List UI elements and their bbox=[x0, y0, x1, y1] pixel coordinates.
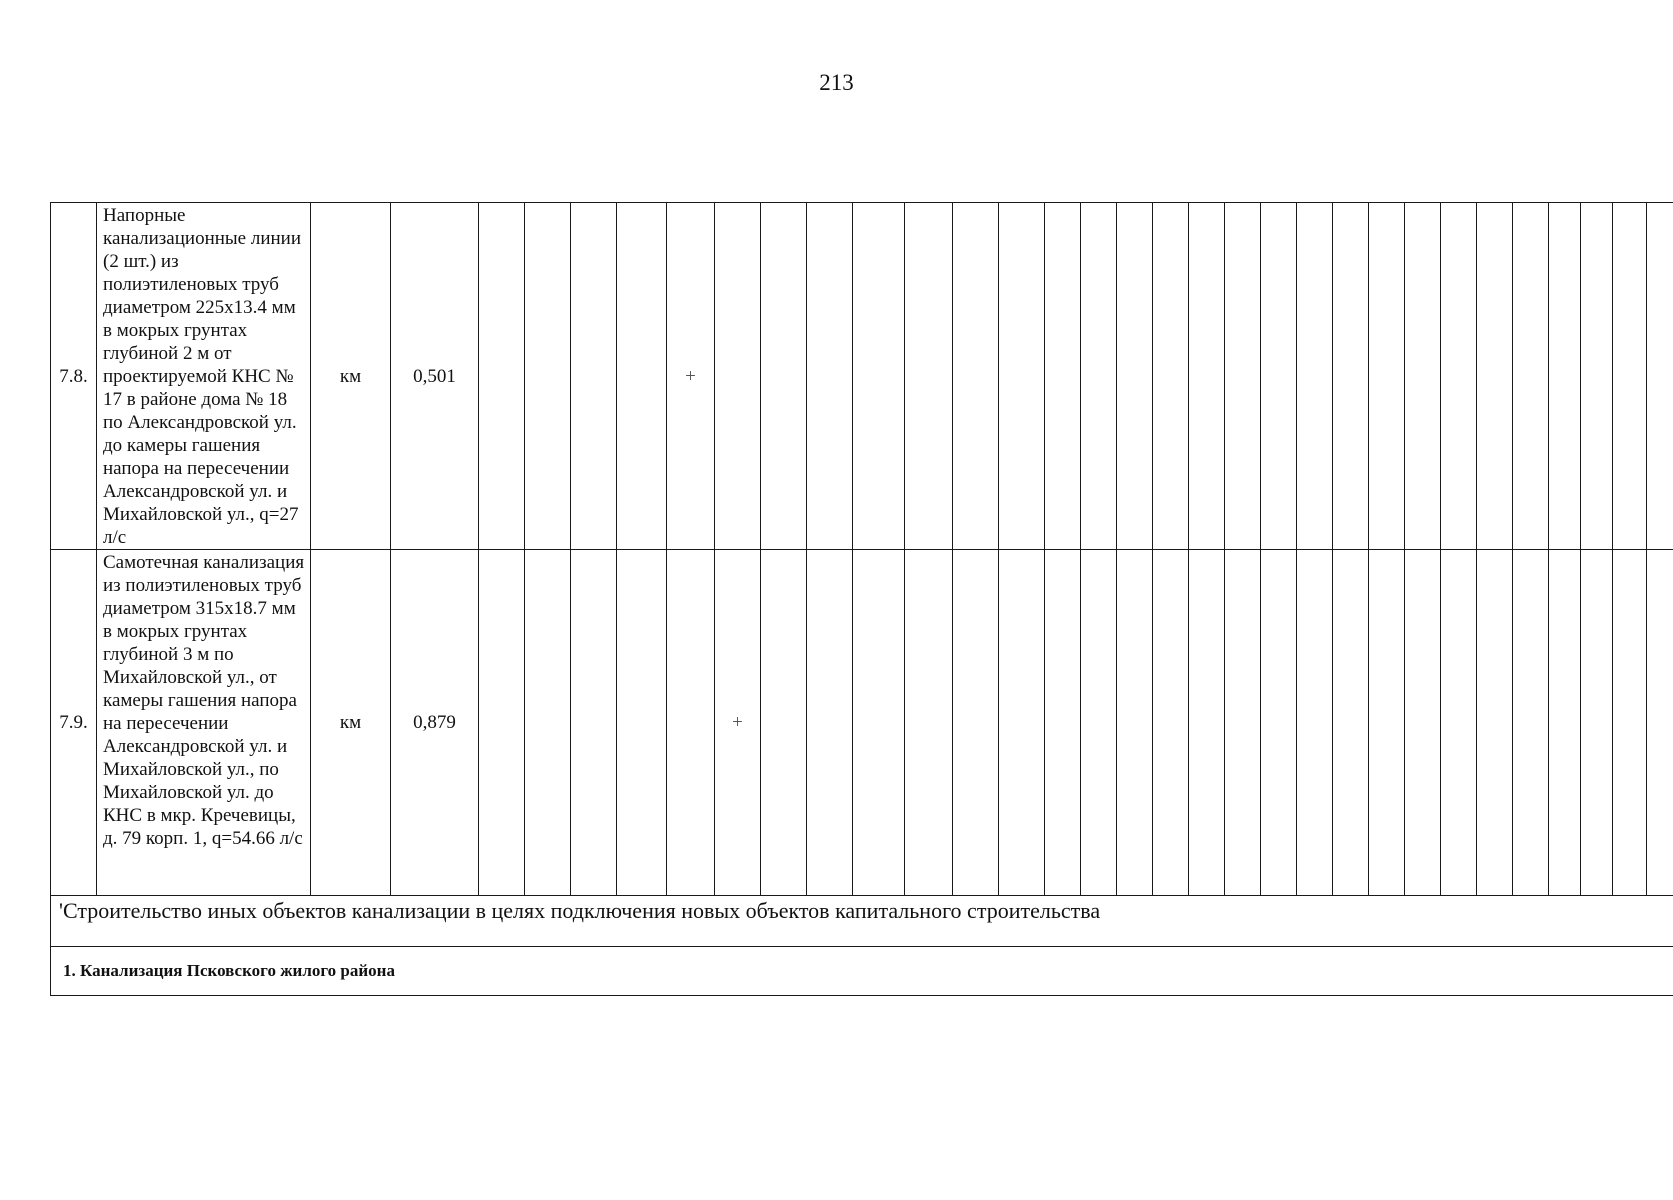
row-unit: км bbox=[311, 203, 391, 550]
subsection-row bbox=[51, 947, 1673, 996]
empty-cell bbox=[761, 550, 807, 896]
empty-cell bbox=[1333, 203, 1369, 550]
empty-cell bbox=[1647, 203, 1673, 550]
empty-cell bbox=[1581, 203, 1613, 550]
row-number: 7.8. bbox=[51, 203, 97, 550]
works-table bbox=[50, 202, 1673, 996]
empty-cell bbox=[1153, 550, 1189, 896]
empty-cell bbox=[1261, 203, 1297, 550]
subsection-title: 1. Канализация Псковского жилого района bbox=[51, 947, 1673, 996]
empty-cell bbox=[905, 550, 953, 896]
year-mark: + bbox=[715, 550, 761, 896]
empty-cell bbox=[1647, 550, 1673, 896]
row-description: Напорные канализационные линии (2 шт.) из полиэтиленовых труб диаметром 225x13.4 мм в мокрых грунтах глубиной 2 м от проектируемой КНС № 17 в районе дома № 18 по Александровской ул. до камеры гашения напора на пересечении Александровской ул. и Михайловской ул., q=27 л/с bbox=[97, 203, 311, 550]
empty-cell bbox=[761, 203, 807, 550]
empty-cell bbox=[1549, 203, 1581, 550]
empty-cell bbox=[953, 550, 999, 896]
row-description: Самотечная канализация из полиэтиленовых труб диаметром 315x18.7 мм в мокрых грунтах глубиной 3 м по Михайловской ул., от камеры гашения напора на пересечении Александровской ул. и Михайловской ул., по Михайловской ул. до КНС в мкр. Кречевицы, д. 79 корп. 1, q=54.66 л/с bbox=[97, 550, 311, 896]
empty-cell bbox=[617, 550, 667, 896]
empty-cell bbox=[1045, 550, 1081, 896]
row-value: 0,501 bbox=[391, 203, 479, 550]
empty-cell bbox=[1261, 550, 1297, 896]
empty-cell bbox=[807, 203, 853, 550]
empty-cell bbox=[1513, 550, 1549, 896]
empty-cell bbox=[1297, 203, 1333, 550]
empty-cell bbox=[807, 550, 853, 896]
empty-cell bbox=[1405, 550, 1441, 896]
empty-cell bbox=[1513, 203, 1549, 550]
empty-cell bbox=[479, 203, 525, 550]
empty-cell bbox=[1405, 203, 1441, 550]
table-row bbox=[51, 550, 1673, 896]
empty-cell bbox=[525, 203, 571, 550]
row-number: 7.9. bbox=[51, 550, 97, 896]
section-title: 'Строительство иных объектов канализации в целях подключения новых объектов капитального строительства bbox=[51, 896, 1673, 947]
empty-cell bbox=[1045, 203, 1081, 550]
empty-cell bbox=[1549, 550, 1581, 896]
empty-cell bbox=[667, 550, 715, 896]
empty-cell bbox=[617, 203, 667, 550]
empty-cell bbox=[853, 203, 905, 550]
section-row bbox=[51, 896, 1673, 947]
empty-cell bbox=[1081, 203, 1117, 550]
year-mark: + bbox=[667, 203, 715, 550]
empty-cell bbox=[953, 203, 999, 550]
row-unit: км bbox=[311, 550, 391, 896]
empty-cell bbox=[999, 203, 1045, 550]
empty-cell bbox=[1081, 550, 1117, 896]
empty-cell bbox=[1333, 550, 1369, 896]
table-row bbox=[51, 203, 1673, 550]
empty-cell bbox=[999, 550, 1045, 896]
empty-cell bbox=[1477, 550, 1513, 896]
empty-cell bbox=[715, 203, 761, 550]
empty-cell bbox=[1581, 550, 1613, 896]
empty-cell bbox=[1117, 203, 1153, 550]
empty-cell bbox=[1613, 550, 1647, 896]
empty-cell bbox=[1189, 550, 1225, 896]
row-value: 0,879 bbox=[391, 550, 479, 896]
empty-cell bbox=[1477, 203, 1513, 550]
empty-cell bbox=[1117, 550, 1153, 896]
empty-cell bbox=[571, 203, 617, 550]
empty-cell bbox=[525, 550, 571, 896]
empty-cell bbox=[1441, 203, 1477, 550]
empty-cell bbox=[1441, 550, 1477, 896]
empty-cell bbox=[1153, 203, 1189, 550]
empty-cell bbox=[1297, 550, 1333, 896]
empty-cell bbox=[1189, 203, 1225, 550]
empty-cell bbox=[905, 203, 953, 550]
empty-cell bbox=[1613, 203, 1647, 550]
empty-cell bbox=[1225, 203, 1261, 550]
empty-cell bbox=[1369, 550, 1405, 896]
empty-cell bbox=[1225, 550, 1261, 896]
empty-cell bbox=[571, 550, 617, 896]
empty-cell bbox=[853, 550, 905, 896]
empty-cell bbox=[479, 550, 525, 896]
page-number: 213 bbox=[819, 70, 854, 95]
empty-cell bbox=[1369, 203, 1405, 550]
